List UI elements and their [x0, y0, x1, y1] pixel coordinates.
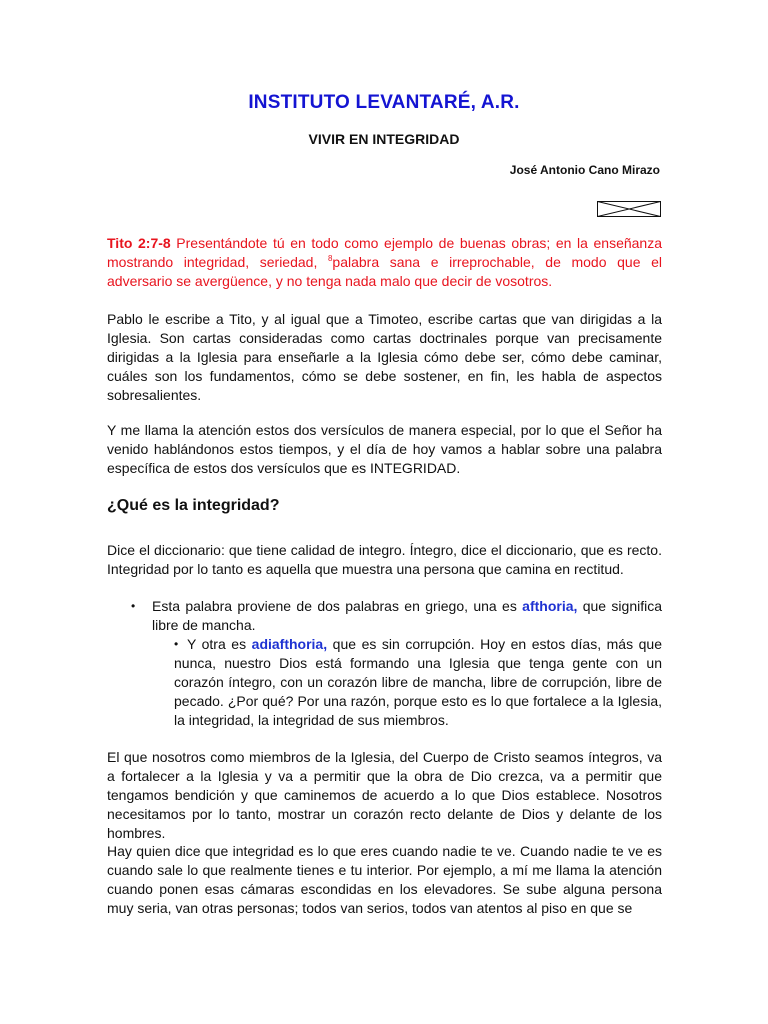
- paragraph-attention: Y me llama la atención estos dos versículos de manera especial, por lo que el Señor ha venido hablándonos estos tiempos, y el día de hoy vamos a hablar sobre una palabra específica de estos dos versículos que es INTEGRIDAD.: [107, 422, 662, 476]
- envelope-icon: [597, 201, 661, 217]
- author-name: José Antonio Cano Mirazo: [509, 163, 660, 177]
- paragraph-intro: Pablo le escribe a Tito, y al igual que a Timoteo, escribe cartas que van dirigidas a la Iglesia. Son cartas consideradas como cartas doctrinales porque van precisamente dirigidas a la Iglesia para enseñarle a la Iglesia cómo debe ser, cómo debe caminar, cuáles son los fundamentos, cómo se debe sostener, en fin, les habla de aspectos sobresalientes.: [107, 311, 662, 403]
- verse-number: 8: [327, 253, 333, 263]
- paragraph-body-of-christ: El que nosotros como miembros de la Iglesia, del Cuerpo de Cristo seamos íntegros, va a fortalecer a la Iglesia y va a permitir que la obra de Dio crezca, va a permitir que tengamos bendición y que caminemos de acuerdo a lo que Dios establece. Nosotros necesitamos por lo tanto, mostrar un corazón recto delante de Dios y delante de los hombres.: [107, 749, 662, 841]
- section-heading: ¿Qué es la integridad?: [107, 497, 280, 514]
- bullet-text-1: [152, 597, 662, 635]
- verse-reference: Tito 2:7-8: [107, 235, 171, 251]
- paragraph-definition: Dice el diccionario: que tiene calidad de integro. Íntegro, dice el diccionario, que es recto. Integridad por lo tanto es aquella que muestra una persona que camina en rectitud.: [107, 542, 662, 577]
- paragraph-nobody-sees: Hay quien dice que integridad es lo que eres cuando nadie te ve. Cuando nadie te ve es cuando sale lo que realmente tienes e tu interior. Por ejemplo, a mí me llama la atención cuando ponen esas cámaras escondidas en los elevadores. Se sube alguna persona muy seria, van otras personas; todos van serios, todos van atentos al piso en que se: [107, 843, 662, 916]
- bullet-1-before: Esta palabra proviene de dos palabras en griego, una es: [152, 598, 523, 614]
- keyword-adiafthoria: adiafthoria,: [251, 636, 328, 652]
- document-subtitle: VIVIR EN INTEGRIDAD: [308, 131, 460, 147]
- bullet-2-before: Y otra es: [187, 636, 252, 652]
- bullet-1-after: que significa libre de mancha.: [152, 598, 663, 633]
- document-title: INSTITUTO LEVANTARÉ, A.R.: [248, 92, 520, 113]
- keyword-afthoria: afthoria,: [522, 598, 578, 614]
- bullet-marker: •: [131, 599, 136, 613]
- bullet-text-2: [107, 635, 662, 730]
- bullet-2-after: que es sin corrupción. Hoy en estos días, más que nunca, nuestro Dios está formando una Iglesia que tenga gente con un corazón íntegro, con un corazón libre de mancha, libre de corrupción, libre de pecado. ¿Por qué? Por una razón, porque esto es lo que fortalece a la Iglesia, la integridad, la integridad de sus miembros.: [174, 636, 663, 728]
- bible-verse: [107, 234, 662, 291]
- verse-text-part-1: Presentándote tú en todo como ejemplo de buenas obras; en la enseñanza mostrando integridad, seriedad,: [107, 235, 662, 270]
- verse-text-part-2: palabra sana e irreprochable, de modo que el adversario se avergüence, y no tenga nada malo que decir de vosotros.: [107, 253, 662, 289]
- bullet-marker: •: [174, 637, 179, 651]
